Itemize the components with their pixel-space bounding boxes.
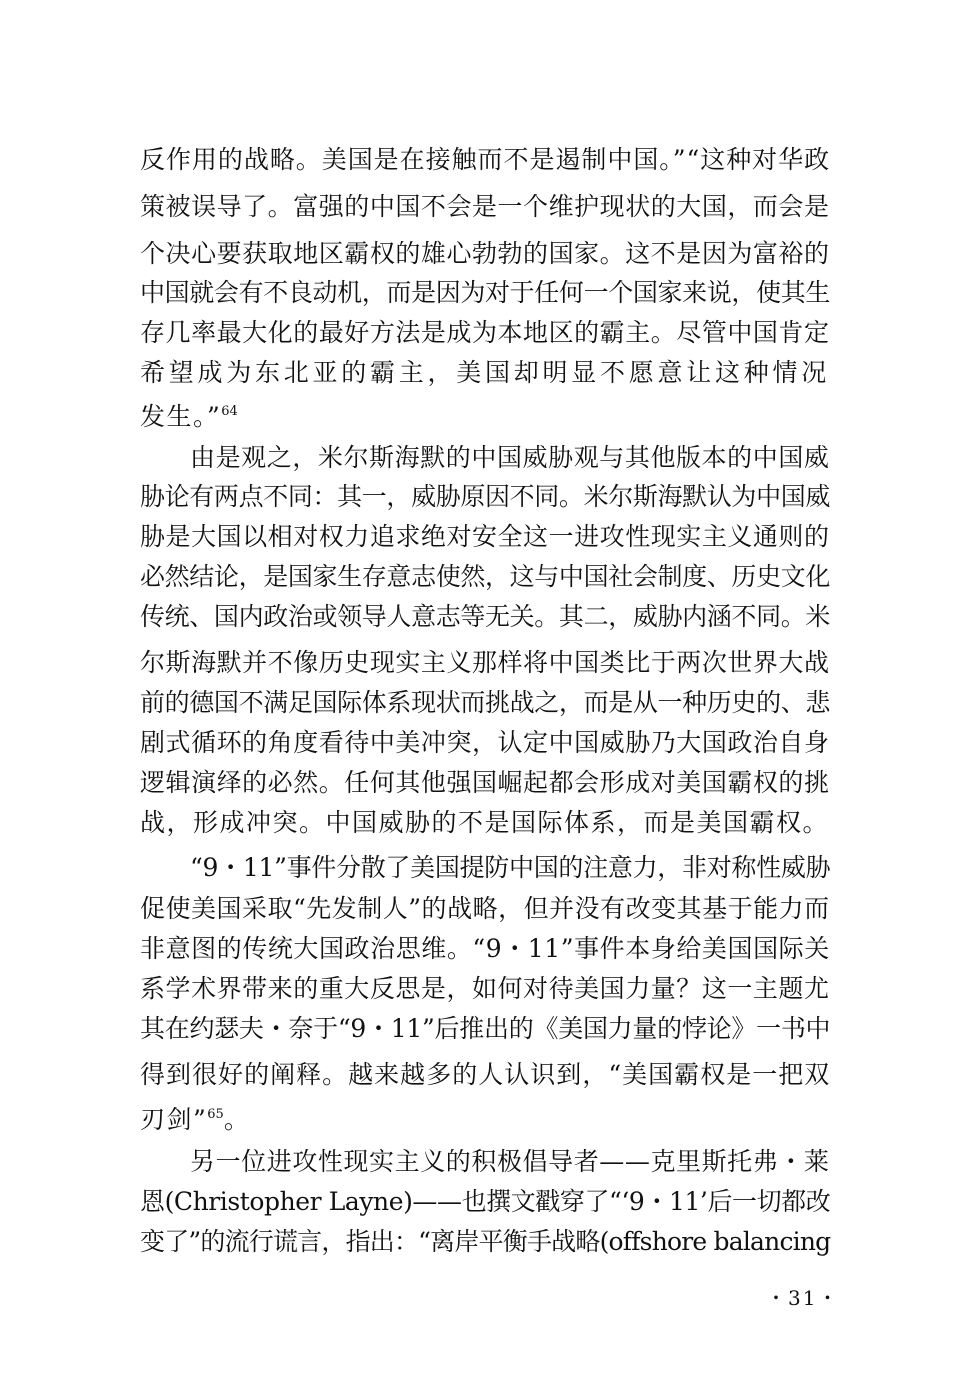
text-line-11: 必然结论，是国家生存意志使然，这与中国社会制度、历史文化: [140, 562, 831, 591]
text-line-21: 系学术界带来的重大反思是，如何对待美国力量？这一主题尤: [140, 974, 830, 1003]
text-line-22: 其在约瑟夫・奈于“9・11”后推出的《美国力量的悖论》一书中: [140, 1014, 831, 1043]
text-line-12: 传统、国内政治或领导人意志等无关。其二，威胁内涵不同。米: [140, 602, 831, 631]
text-line-19: 促使美国采取“先发制人”的战略，但并没有改变其基于能力而: [140, 894, 830, 923]
text-line-1: 反作用的战略。美国是在接触而不是遏制中国。”“这种对华政: [140, 145, 831, 174]
text-line-17: 战，形成冲突。中国威胁的不是国际体系，而是美国霸权。: [140, 808, 830, 837]
text-line-15: 剧式循环的角度看待中美冲突，认定中国威胁乃大国政治自身: [140, 728, 830, 757]
text-line-20: 非意图的传统大国政治思维。“9・11”事件本身给美国国际关: [140, 934, 830, 963]
text-line-18: “9・11”事件分散了美国提防中国的注意力，非对称性威胁: [190, 853, 831, 882]
text-line-5: 存几率最大化的最好方法是成为本地区的霸主。尽管中国肯定: [140, 318, 830, 347]
text-line-4: 中国就会有不良动机，而是因为对于任何一个国家来说，使其生: [140, 278, 831, 307]
text-line-23: 得到很好的阐释。越来越多的人认识到，“美国霸权是一把双: [140, 1060, 831, 1089]
text-line-26: 恩(Christopher Layne)——也撰文戳穿了“‘9・11’后一切都改: [140, 1187, 831, 1216]
text-line-25: 另一位进攻性现实主义的积极倡导者——克里斯托弗・莱: [190, 1147, 830, 1176]
text-line-24: 刃剑”$^{65}$。: [140, 1105, 251, 1134]
text-line-3: 个决心要获取地区霸权的雄心勃勃的国家。这不是因为富裕的: [140, 239, 830, 268]
text-line-9: 胁论有两点不同：其一，威胁原因不同。米尔斯海默认为中国威: [140, 482, 831, 511]
text-line-16: 逻辑演绎的必然。任何其他强国崛起都会形成对美国霸权的挑: [140, 768, 830, 797]
text-line-2: 策被误导了。富强的中国不会是一个维护现状的大国，而会是: [140, 192, 830, 221]
text-line-8: 由是观之，米尔斯海默的中国威胁观与其他版本的中国威: [190, 443, 830, 472]
text-line-27: 变了”的流行谎言，指出：“离岸平衡手战略(offshore balancing: [140, 1227, 831, 1256]
text-line-13: 尔斯海默并不像历史现实主义那样将中国类比于两次世界大战: [140, 648, 830, 677]
footnote-ref-64: 64: [221, 404, 238, 419]
text-line-7: 发生。”$^{64}$: [140, 402, 238, 431]
footnote-ref-65: 65: [207, 1107, 224, 1122]
text-line-14: 前的德国不满足国际体系现状而挑战之，而是从一种历史的、悲: [140, 688, 831, 717]
text-line-6: 希望成为东北亚的霸主，美国却明显不愿意让这种情况: [140, 358, 831, 387]
page-number: ・31・: [766, 1286, 840, 1310]
text-line-10: 胁是大国以相对权力追求绝对安全这一进攻性现实主义通则的: [140, 522, 830, 551]
